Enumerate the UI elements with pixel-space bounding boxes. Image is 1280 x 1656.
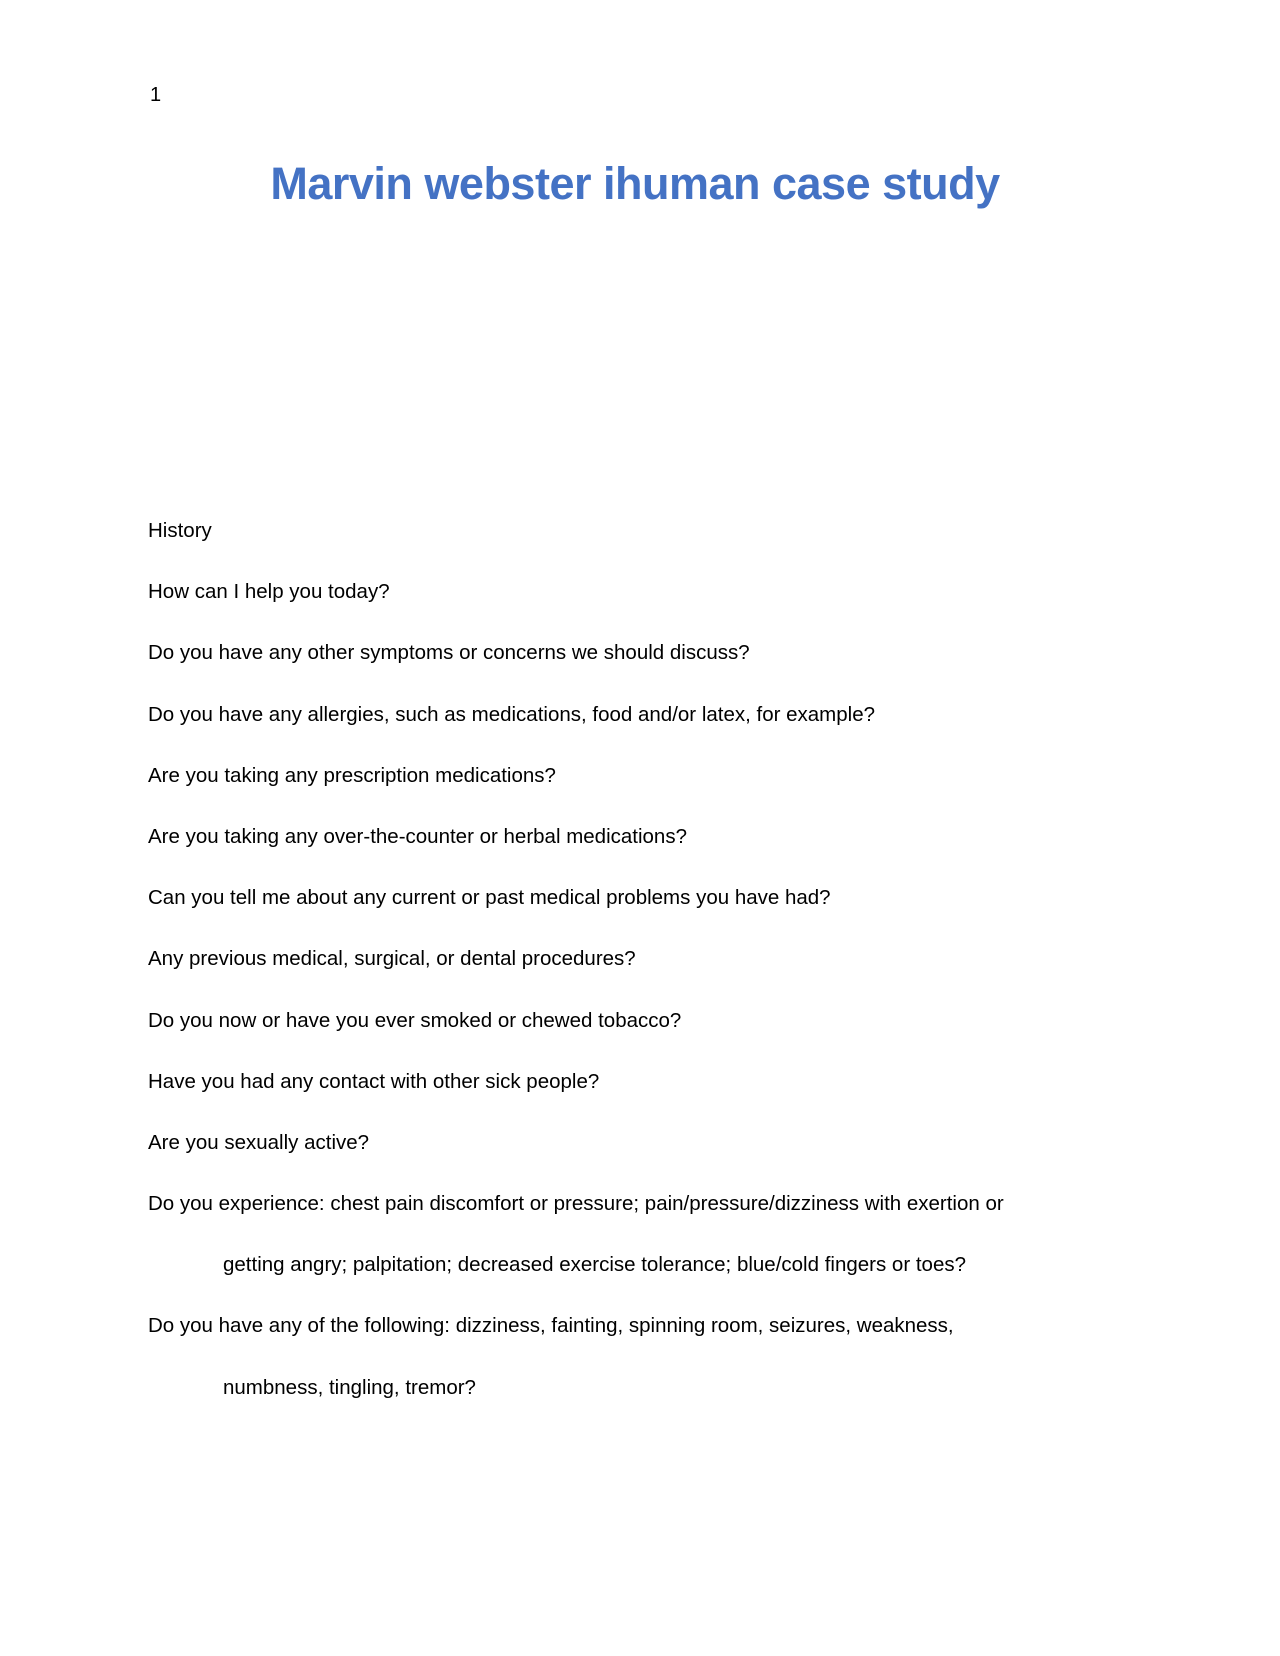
section-heading: History — [148, 519, 212, 542]
question-line: Are you sexually active? — [148, 1130, 370, 1154]
question-line: getting angry; palpitation; decreased exercise tolerance; blue/cold fingers or toes? — [223, 1253, 967, 1277]
document-body — [148, 518, 1148, 1436]
question-line: Are you taking any over-the-counter or herbal medications? — [148, 824, 687, 848]
question-line: Do you have any allergies, such as medications, food and/or latex, for example? — [148, 702, 876, 726]
question-line: Do you experience: chest pain discomfort or pressure; pain/pressure/dizziness with exertion or — [148, 1192, 1004, 1216]
document-title: Marvin webster ihuman case study — [270, 158, 1000, 209]
question-line: Can you tell me about any current or past medical problems you have had? — [148, 886, 831, 910]
question-line: Do you have any other symptoms or concerns we should discuss? — [148, 641, 750, 665]
question-line: Have you had any contact with other sick people? — [148, 1069, 600, 1093]
question-list — [148, 579, 1148, 1436]
question-line: Are you taking any prescription medications? — [148, 763, 556, 787]
question-line: numbness, tingling, tremor? — [223, 1375, 476, 1399]
question-line: Do you have any of the following: dizziness, fainting, spinning room, seizures, weakness, — [148, 1314, 954, 1338]
question-line: Do you now or have you ever smoked or chewed tobacco? — [148, 1008, 682, 1032]
question-line: How can I help you today? — [148, 580, 390, 604]
page-number: 1 — [150, 84, 162, 106]
question-line: Any previous medical, surgical, or dental procedures? — [148, 947, 636, 971]
